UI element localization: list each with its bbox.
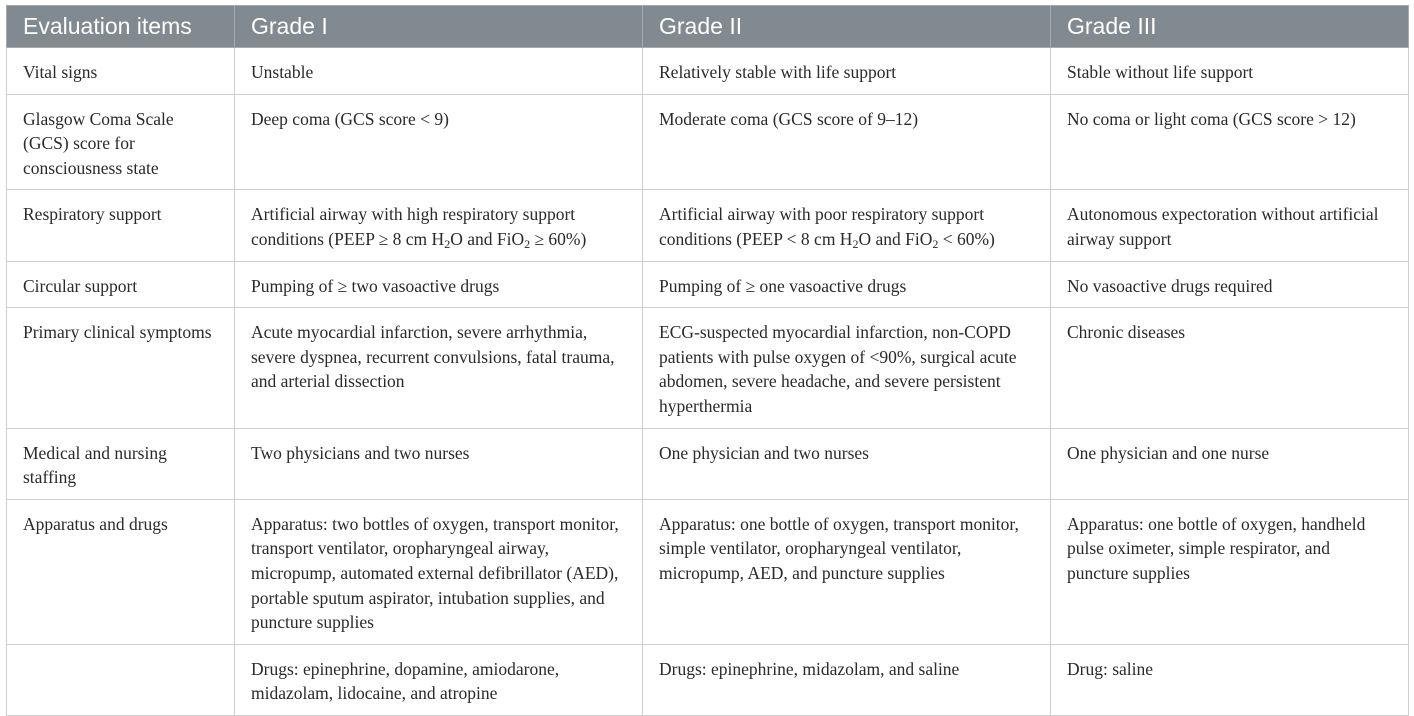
table-header	[7, 6, 1409, 48]
row-label: Circular support	[7, 261, 235, 308]
grade-2-cell: Drugs: epinephrine, midazolam, and saline	[643, 644, 1051, 715]
subscript: 2	[852, 236, 859, 251]
grade-1-cell: Acute myocardial infarction, severe arrhythmia, severe dyspnea, recurrent convulsions, fatal trauma, and arterial dissection	[235, 308, 643, 428]
text-segment: ≥ 60%)	[530, 228, 587, 249]
grade-3-cell: Chronic diseases	[1051, 308, 1409, 428]
header-grade-3: Grade III	[1051, 6, 1409, 48]
text-segment: O and FiO	[858, 228, 933, 249]
table-row	[7, 308, 1409, 428]
table-row	[7, 428, 1409, 499]
grade-1-cell: Two physicians and two nurses	[235, 428, 643, 499]
header-grade-1: Grade I	[235, 6, 643, 48]
table-row	[7, 48, 1409, 95]
text-segment: Artificial airway with high respiratory support conditions (PEEP ≥ 8 cm H	[251, 204, 576, 249]
subscript: 2	[932, 236, 939, 251]
table-row	[7, 261, 1409, 308]
row-label: Medical and nursing staffing	[7, 428, 235, 499]
row-label: Respiratory support	[7, 190, 235, 261]
grade-3-cell: One physician and one nurse	[1051, 428, 1409, 499]
grade-3-cell: Drug: saline	[1051, 644, 1409, 715]
grade-1-cell: Apparatus: two bottles of oxygen, transport monitor, transport ventilator, oropharyngeal airway, micropump, automated external defibrillator (AED), portable sputum aspirator, intubation supplies, and puncture supplies	[235, 499, 643, 644]
grading-table-container	[6, 5, 1408, 716]
table-row	[7, 190, 1409, 261]
grade-2-cell: Relatively stable with life support	[643, 48, 1051, 95]
grade-2-cell: ECG-suspected myocardial infarction, non-COPD patients with pulse oxygen of <90%, surgical acute abdomen, severe headache, and severe persistent hyperthermia	[643, 308, 1051, 428]
grade-2-cell: Pumping of ≥ one vasoactive drugs	[643, 261, 1051, 308]
table-row	[7, 499, 1409, 644]
subscript: 2	[444, 236, 451, 251]
grade-2-cell: One physician and two nurses	[643, 428, 1051, 499]
header-evaluation-items: Evaluation items	[7, 6, 235, 48]
text-segment: Artificial airway with poor respiratory support conditions (PEEP < 8 cm H	[659, 204, 985, 249]
row-label: Primary clinical symptoms	[7, 308, 235, 428]
grade-1-cell: Pumping of ≥ two vasoactive drugs	[235, 261, 643, 308]
table-row	[7, 94, 1409, 190]
grade-2-cell	[643, 190, 1051, 261]
grade-2-cell: Moderate coma (GCS score of 9–12)	[643, 94, 1051, 190]
row-label: Apparatus and drugs	[7, 499, 235, 644]
header-row	[7, 6, 1409, 48]
grade-3-cell: Stable without life support	[1051, 48, 1409, 95]
row-label: Vital signs	[7, 48, 235, 95]
grade-3-cell: Autonomous expectoration without artificial airway support	[1051, 190, 1409, 261]
table-body	[7, 48, 1409, 716]
text-segment: O and FiO	[450, 228, 525, 249]
transport-grading-table	[6, 5, 1409, 716]
grade-3-cell: No coma or light coma (GCS score > 12)	[1051, 94, 1409, 190]
grade-1-cell: Unstable	[235, 48, 643, 95]
table-row	[7, 644, 1409, 715]
grade-3-cell: Apparatus: one bottle of oxygen, handheld pulse oximeter, simple respirator, and puncture supplies	[1051, 499, 1409, 644]
row-label: Glasgow Coma Scale (GCS) score for consciousness state	[7, 94, 235, 190]
subscript: 2	[524, 236, 531, 251]
text-segment: < 60%)	[938, 228, 995, 249]
grade-1-cell	[235, 190, 643, 261]
grade-1-cell: Drugs: epinephrine, dopamine, amiodarone, midazolam, lidocaine, and atropine	[235, 644, 643, 715]
header-grade-2: Grade II	[643, 6, 1051, 48]
grade-1-cell: Deep coma (GCS score < 9)	[235, 94, 643, 190]
row-label	[7, 644, 235, 715]
grade-3-cell: No vasoactive drugs required	[1051, 261, 1409, 308]
grade-2-cell: Apparatus: one bottle of oxygen, transport monitor, simple ventilator, oropharyngeal ventilator, micropump, AED, and puncture supplies	[643, 499, 1051, 644]
